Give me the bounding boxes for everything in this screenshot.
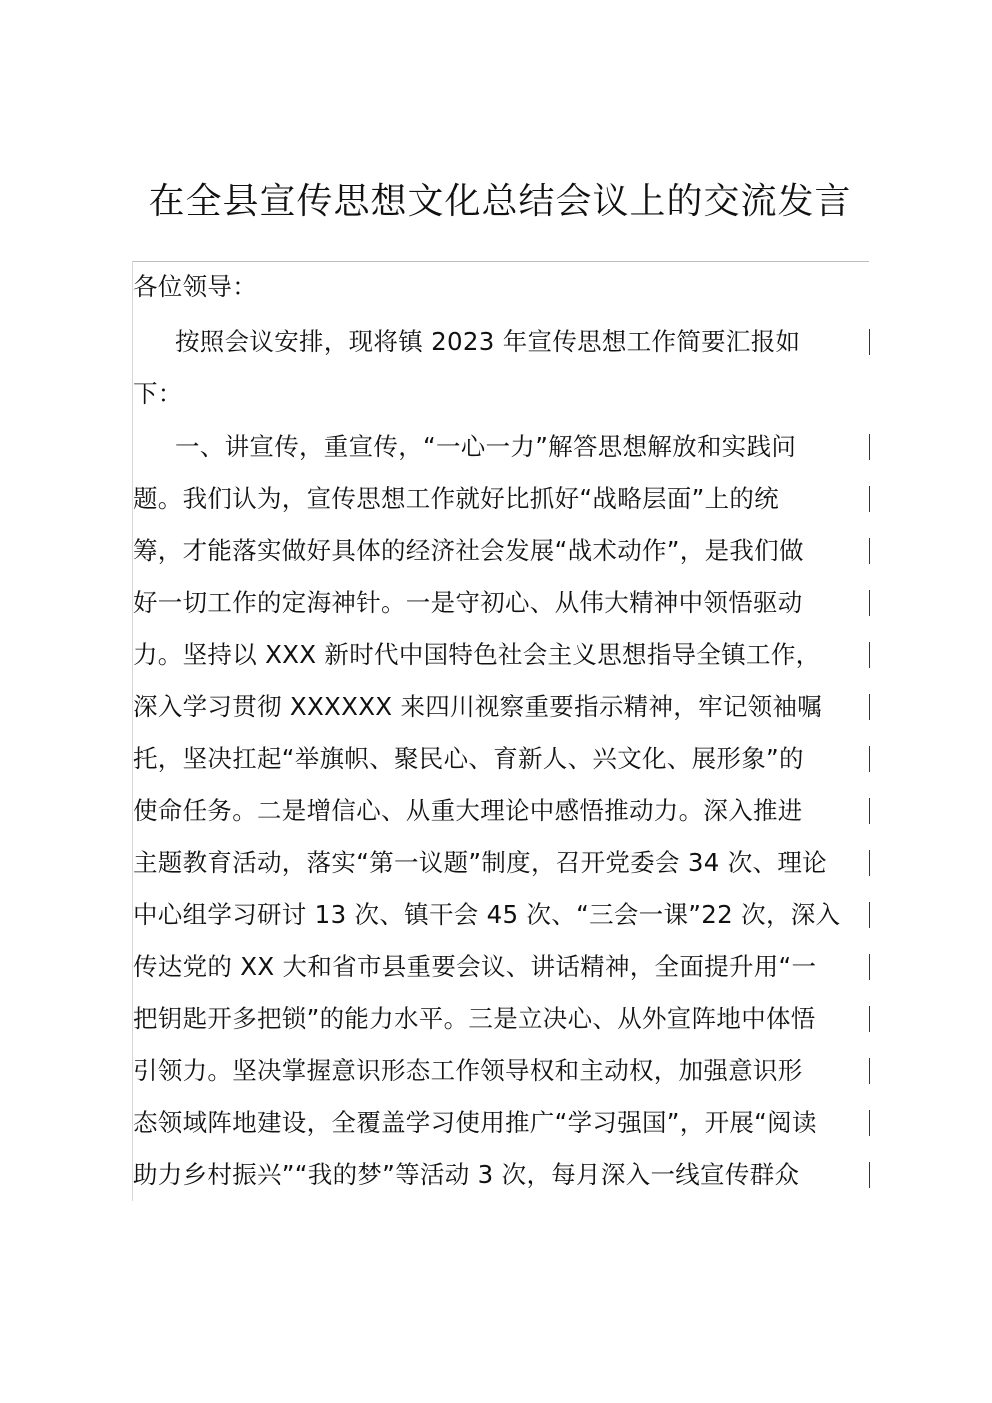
line-end-marker	[869, 1006, 870, 1032]
line-end-marker	[869, 694, 870, 720]
line-end-marker	[869, 954, 870, 980]
paragraph-line: 引领力。坚决掌握意识形态工作领导权和主动权，加强意识形	[133, 1056, 803, 1085]
paragraph-line: 把钥匙开多把锁”的能力水平。三是立决心、从外宣阵地中体悟	[133, 1004, 816, 1033]
line-end-marker	[869, 902, 870, 928]
line-end-marker	[869, 486, 870, 512]
paragraph-line: 主题教育活动，落实“第一议题”制度，召开党委会 34 次、理论	[133, 848, 827, 877]
line-end-marker	[869, 590, 870, 616]
line-end-marker	[869, 538, 870, 564]
line-end-marker	[869, 850, 870, 876]
line-end-marker	[869, 798, 870, 824]
line-end-marker	[869, 746, 870, 772]
line-end-marker	[869, 1110, 870, 1136]
document-title: 在全县宣传思想文化总结会议上的交流发言	[148, 181, 852, 222]
paragraph-line: 使命任务。二是增信心、从重大理论中感悟推动力。深入推进	[133, 796, 803, 825]
paragraph-line: 助力乡村振兴”“我的梦”等活动 3 次，每月深入一线宣传群众	[133, 1160, 800, 1189]
line-end-marker	[869, 642, 870, 668]
paragraph-line: 下：	[133, 379, 183, 408]
paragraph-line: 题。我们认为，宣传思想工作就好比抓好“战略层面”上的统	[133, 484, 779, 513]
paragraph-line: 态领域阵地建设，全覆盖学习使用推广“学习强国”，开展“阅读	[133, 1108, 817, 1137]
paragraph-line: 深入学习贯彻 XXXXXX 来四川视察重要指示精神，牢记领袖嘱	[133, 692, 823, 721]
line-end-marker	[869, 329, 870, 355]
paragraph-line: 一、讲宣传，重宣传，“一心一力”解答思想解放和实践问	[175, 432, 797, 461]
salutation: 各位领导：	[133, 272, 257, 301]
paragraph-line: 好一切工作的定海神针。一是守初心、从伟大精神中领悟驱动	[133, 588, 803, 617]
paragraph-line: 筹，才能落实做好具体的经济社会发展“战术动作”，是我们做	[133, 536, 804, 565]
paragraph-line: 传达党的 XX 大和省市县重要会议、讲话精神，全面提升用“一	[133, 952, 817, 981]
paragraph-line: 力。坚持以 XXX 新时代中国特色社会主义思想指导全镇工作，	[133, 640, 821, 669]
line-end-marker	[869, 1162, 870, 1188]
line-end-marker	[869, 1058, 870, 1084]
line-end-marker	[869, 434, 870, 460]
paragraph-line: 中心组学习研讨 13 次、镇干会 45 次、“三会一课”22 次，深入	[133, 900, 841, 929]
paragraph-line: 托，坚决扛起“举旗帜、聚民心、育新人、兴文化、展形象”的	[133, 744, 804, 773]
paragraph-line: 按照会议安排，现将镇 2023 年宣传思想工作简要汇报如	[175, 327, 801, 356]
